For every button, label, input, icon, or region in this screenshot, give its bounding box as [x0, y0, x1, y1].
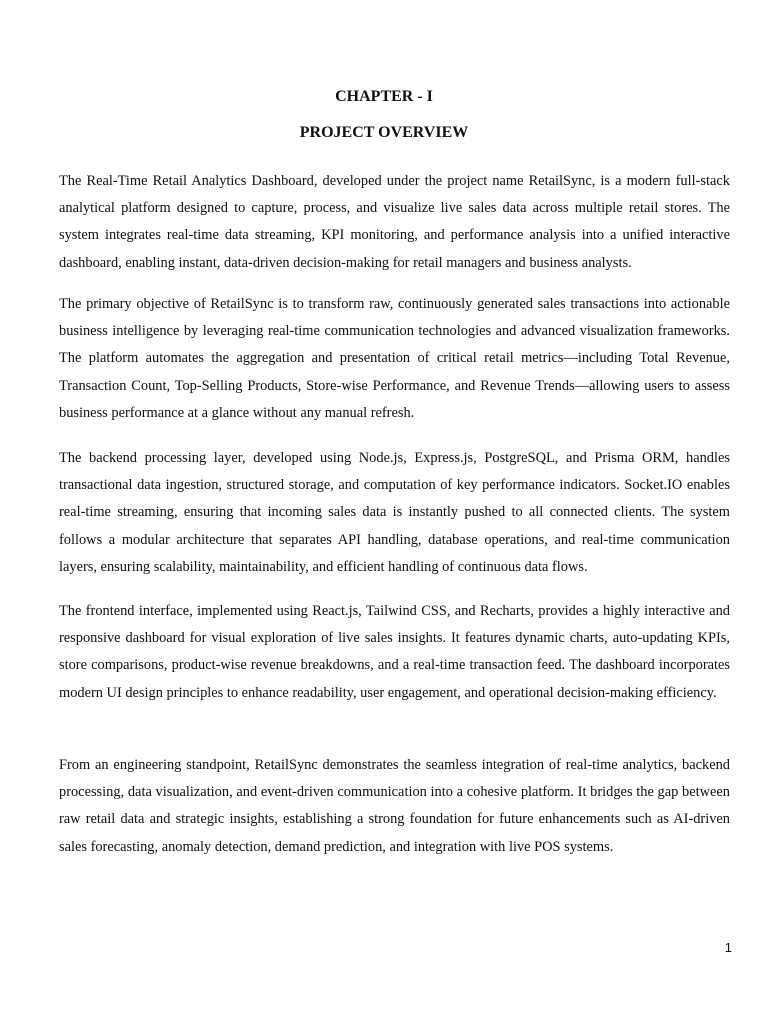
- chapter-title: PROJECT OVERVIEW: [299, 124, 469, 141]
- paragraph-introduction: The Real-Time Retail Analytics Dashboard, developed under the project name RetailSync, is a modern full-stack analytical platform designed to capture, process, and visualize live sales data across multiple retail stores. The system integrates real-time data streaming, KPI monitoring, and performance analysis into a unified interactive dashboard, enabling instant, data-driven decision-making for retail managers and business analysts.: [59, 173, 730, 271]
- paragraph-frontend: The frontend interface, implemented using React.js, Tailwind CSS, and Recharts, provides a highly interactive and responsive dashboard for visual exploration of live sales insights. It features dynamic charts, auto-updating KPIs, store comparisons, product-wise revenue breakdowns, and a real-time transaction feed. The dashboard incorporates modern UI design principles to enhance readability, user engagement, and operational decision-making efficiency.: [59, 603, 730, 701]
- page-number: 1: [724, 940, 732, 955]
- paragraph-objective: The primary objective of RetailSync is to transform raw, continuously generated sales transactions into actionable business intelligence by leveraging real-time communication technologies and advanced visualization frameworks. The platform automates the aggregation and presentation of critical retail metrics—including Total Revenue, Transaction Count, Top-Selling Products, Store-wise Performance, and Revenue Trends—allowing users to assess business performance at a glance without any manual refresh.: [59, 296, 730, 421]
- paragraph-backend: The backend processing layer, developed using Node.js, Express.js, PostgreSQL, and Prisma ORM, handles transactional data ingestion, structured storage, and computation of key performance indicators. Socket.IO enables real-time streaming, ensuring that incoming sales data is instantly pushed to all connected clients. The system follows a modular architecture that separates API handling, database operations, and real-time communication layers, ensuring scalability, maintainability, and efficient handling of continuous data flows.: [59, 450, 730, 575]
- chapter-label: CHAPTER - I: [335, 88, 433, 105]
- paragraph-engineering: From an engineering standpoint, RetailSync demonstrates the seamless integration of real-time analytics, backend processing, data visualization, and event-driven communication into a cohesive platform. It bridges the gap between raw retail data and strategic insights, establishing a strong foundation for future enhancements such as AI-driven sales forecasting, anomaly detection, demand prediction, and integration with live POS systems.: [59, 757, 730, 855]
